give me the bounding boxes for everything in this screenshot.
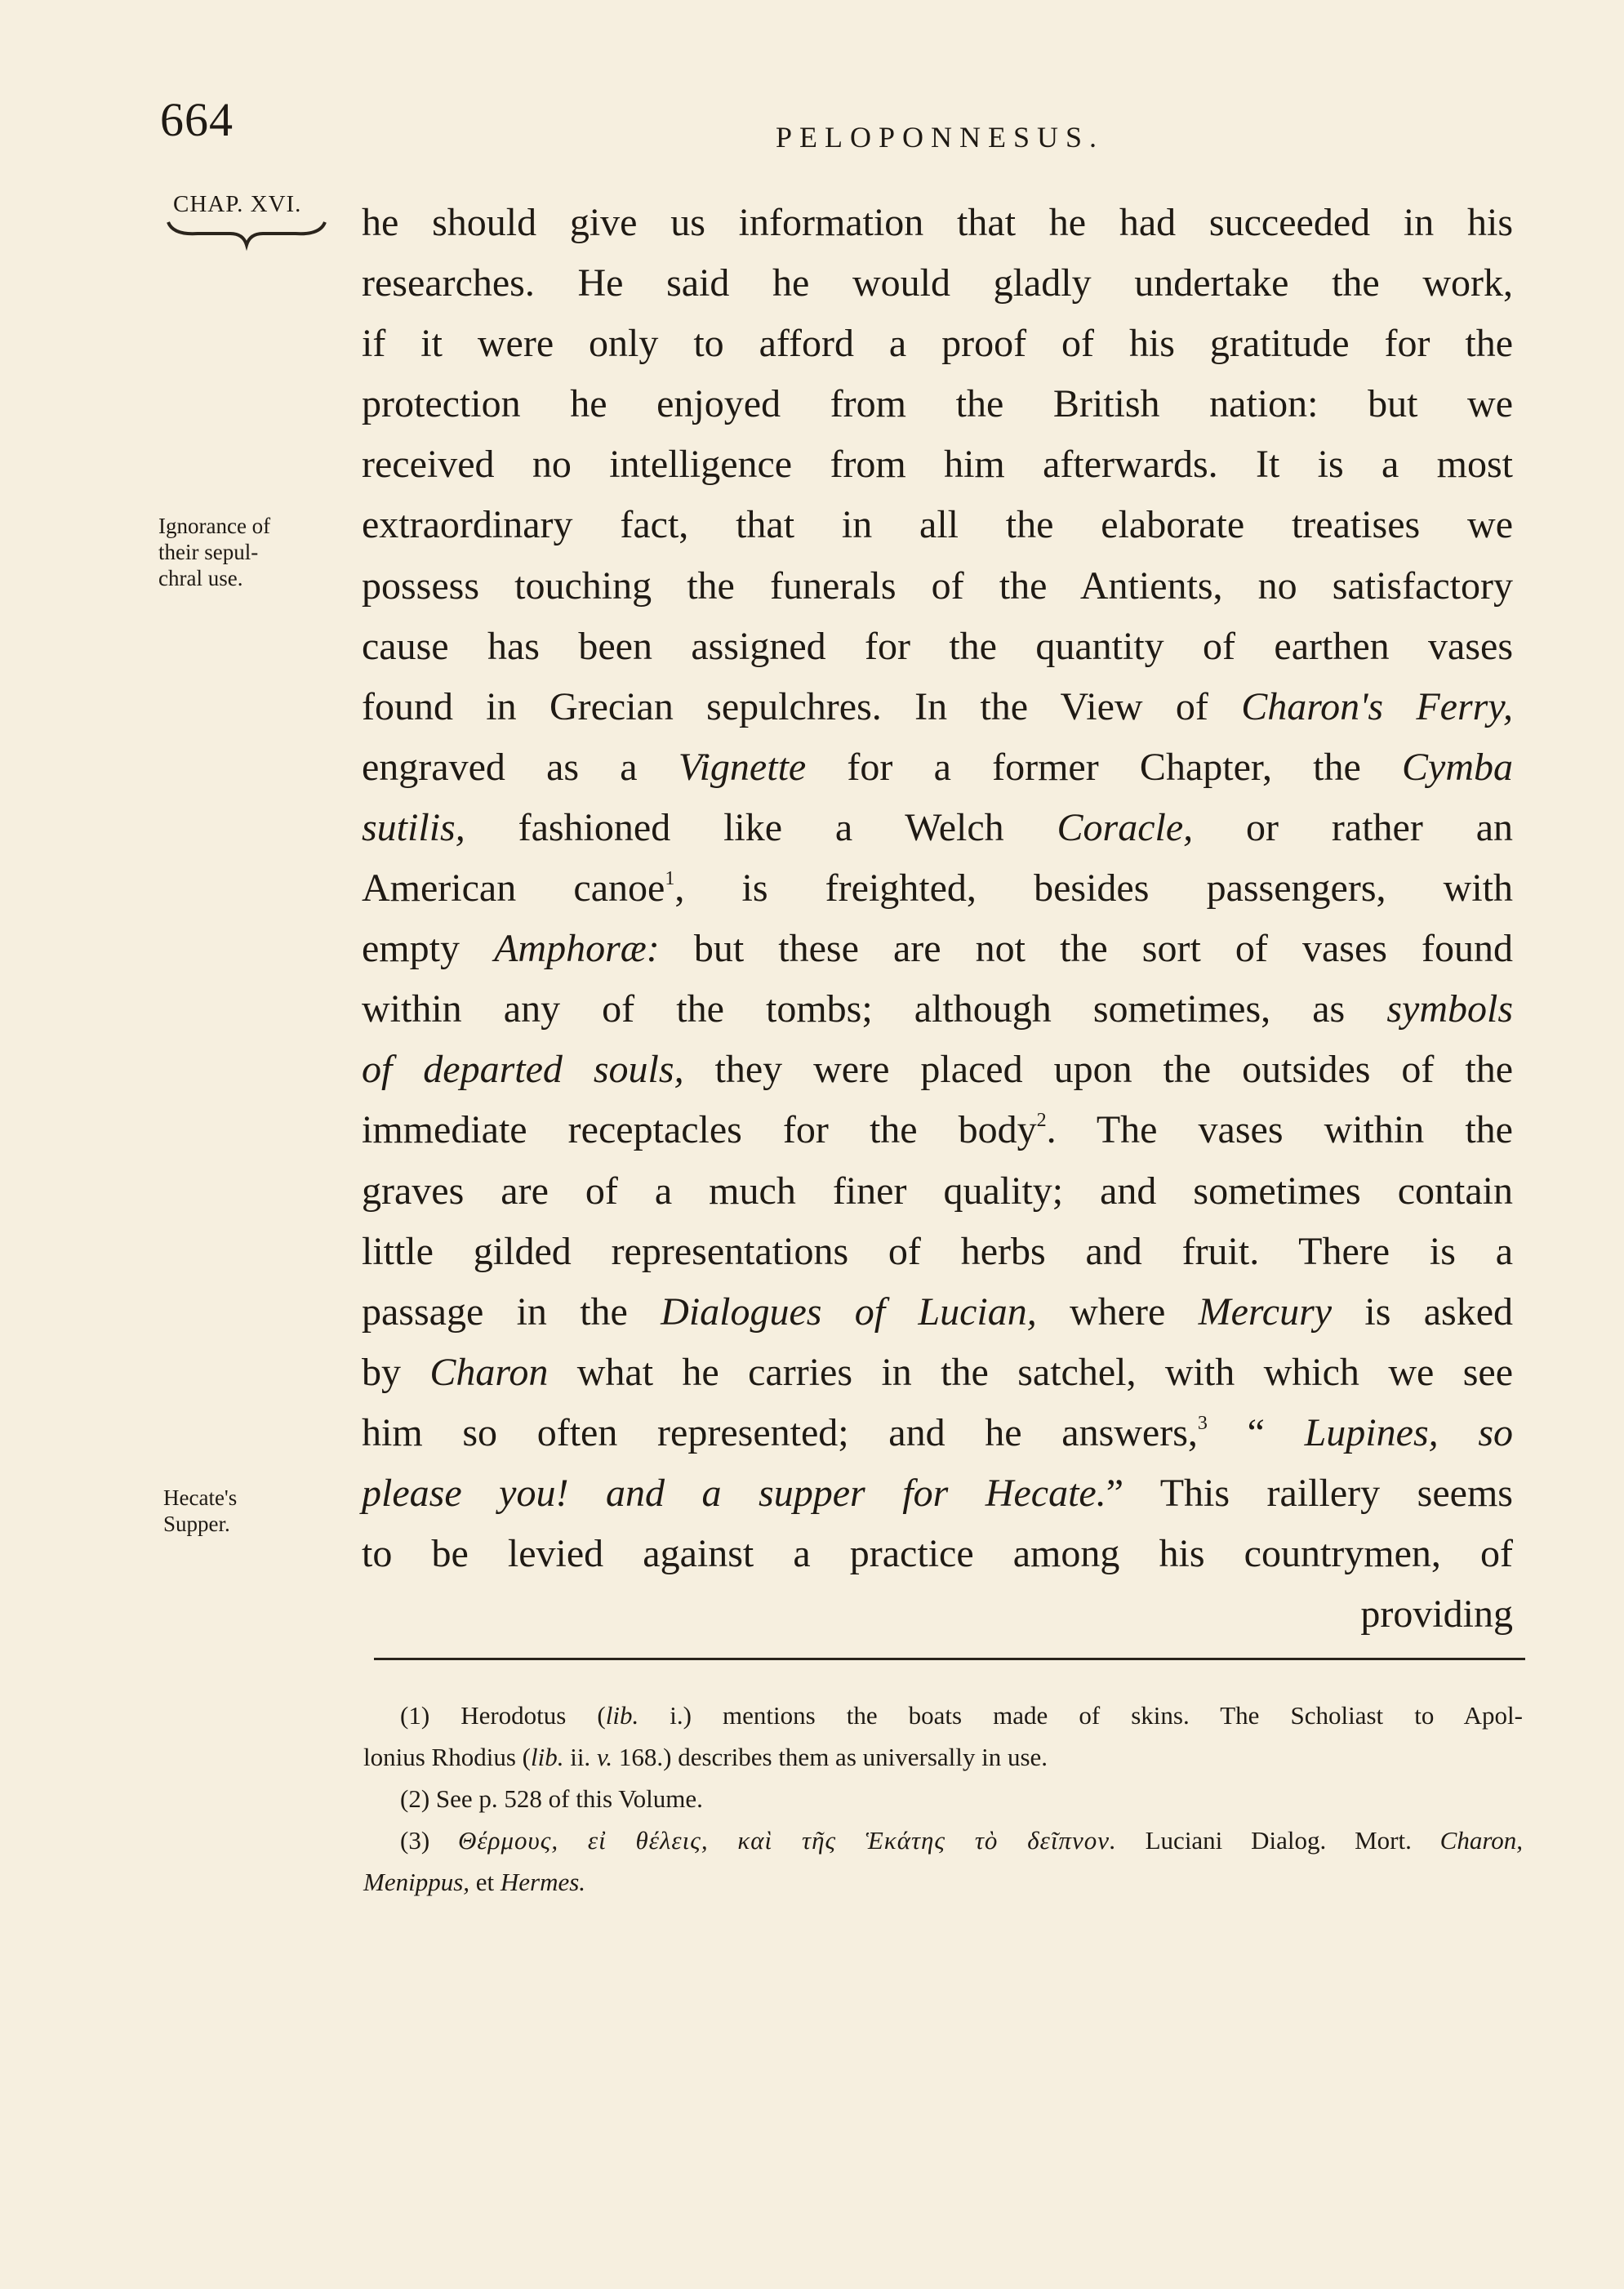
chapter-label: CHAP. XVI. (173, 191, 302, 217)
text-run: is asked (1332, 1289, 1513, 1334)
text-run: American canoe (362, 866, 665, 911)
footnote-3-line (363, 1861, 1523, 1903)
text-run: ” This raillery seems (1106, 1471, 1513, 1515)
italic-run: lib. (605, 1701, 639, 1730)
italic-run: Menippus, (363, 1868, 470, 1896)
footnote-ref: 1 (665, 868, 675, 890)
margin-note-line: Hecate's (163, 1485, 238, 1510)
greek-quote: Θέρμους, εἰ θέλεις, καὶ τῆς Ἑκάτης τὸ δεῖπνον. (457, 1826, 1117, 1855)
text-line: to be levied against a practice among his countrymen, of (362, 1532, 1513, 1576)
text-line (362, 1403, 1513, 1463)
italic-run: Cymba (1402, 745, 1513, 789)
text-run: empty (362, 927, 495, 971)
italic-run: Charon, (1439, 1826, 1523, 1855)
italic-run: v. (596, 1743, 613, 1771)
italic-run: of departed souls, (362, 1048, 684, 1092)
italic-run: lib. (530, 1743, 564, 1771)
catchword: providing (1360, 1592, 1513, 1637)
italic-run: Charon's Ferry, (1241, 684, 1514, 728)
text-line: little gilded representations of herbs and fruit. There is a (362, 1229, 1513, 1273)
text-run: what he carries in the satchel, with which we see (548, 1350, 1513, 1394)
running-head: PELOPONNESUS. (776, 121, 1105, 154)
text-line (362, 1343, 1513, 1403)
text-run: found in Grecian sepulchres. In the View of (362, 684, 1242, 728)
margin-note-ignorance (158, 513, 334, 591)
text-run: or rather an (1193, 805, 1514, 849)
text-run: , is freighted, besides passengers, with (674, 866, 1514, 911)
text-line: protection he enjoyed from the British nation: but we (362, 382, 1513, 426)
text-run: passage in the (362, 1289, 661, 1334)
text-run: Luciani Dialog. Mort. (1116, 1826, 1440, 1855)
text-run: 168.) describes them as universally in use. (612, 1743, 1048, 1771)
body-text (362, 193, 1513, 1645)
italic-run: Charon (429, 1350, 549, 1394)
text-run: for a former Chapter, the (806, 745, 1403, 789)
margin-note-line: Supper. (163, 1512, 230, 1536)
chapter-brace-ornament (165, 219, 328, 252)
italic-run: sutilis, (362, 805, 465, 849)
margin-note-line: Ignorance of (158, 514, 271, 538)
text-run: but these are not the sort of vases found (659, 927, 1514, 971)
text-run: they were placed upon the outsides of the (683, 1048, 1514, 1092)
footnote-1-line (363, 1694, 1523, 1736)
text-run: (3) (400, 1826, 458, 1855)
text-run: (1) Herodotus ( (400, 1701, 606, 1730)
footnote-divider (374, 1658, 1525, 1660)
text-run: where (1036, 1289, 1199, 1334)
text-line (362, 979, 1513, 1040)
text-line: he should give us information that he had succeeded in his (362, 201, 1513, 244)
italic-run: Mercury (1198, 1289, 1333, 1334)
text-run: . The vases within the (1046, 1108, 1513, 1152)
text-line (362, 1463, 1513, 1524)
footnote-ref: 2 (1036, 1110, 1047, 1132)
footnotes (363, 1694, 1523, 1903)
margin-note-hecate (163, 1485, 339, 1537)
page-number: 664 (160, 93, 234, 146)
text-run: within any of the tombs; although sometimes, as (362, 987, 1387, 1031)
text-run: by (362, 1350, 430, 1394)
text-run: “ (1207, 1410, 1305, 1454)
italic-run: Amphoræ: (494, 927, 660, 971)
text-line (362, 858, 1513, 919)
text-line: cause has been assigned for the quantity of earthen vases (362, 624, 1513, 668)
italic-run: Lupines, so (1304, 1410, 1513, 1454)
footnote-3-line (363, 1819, 1523, 1861)
text-line (362, 677, 1513, 737)
text-line: possess touching the funerals of the Antients, no satisfactory (362, 563, 1513, 608)
italic-run: symbols (1386, 987, 1513, 1031)
text-run: lonius Rhodius ( (363, 1743, 531, 1771)
italic-run: Dialogues of Lucian, (661, 1289, 1037, 1334)
text-run: et (469, 1868, 501, 1896)
italic-run: Coracle, (1057, 805, 1194, 849)
footnote-1-line (363, 1736, 1523, 1778)
margin-note-line: their sepul- (158, 540, 259, 564)
text-line: if it were only to afford a proof of his gratitude for the (362, 322, 1513, 366)
text-line (362, 798, 1513, 858)
text-run: i.) mentions the boats made of skins. The Scholiast to Apol- (638, 1701, 1523, 1730)
text-run: ii. (563, 1743, 597, 1771)
text-line: received no intelligence from him afterwards. It is a most (362, 443, 1513, 487)
italic-run: Hermes. (500, 1868, 586, 1896)
text-line (362, 1282, 1513, 1343)
text-line: extraordinary fact, that in all the elaborate treatises we (362, 503, 1513, 547)
text-run: engraved as a (362, 745, 679, 789)
text-line: graves are of a much finer quality; and sometimes contain (362, 1169, 1513, 1213)
text-line (362, 1040, 1513, 1100)
text-line (362, 737, 1513, 798)
text-line: researches. He said he would gladly undertake the work, (362, 261, 1513, 305)
text-line (362, 919, 1513, 979)
italic-run: Vignette (678, 745, 807, 789)
italic-run: please you! and a supper for Hecate. (362, 1471, 1106, 1515)
footnote-2: (2) See p. 528 of this Volume. (400, 1784, 703, 1813)
text-run: him so often represented; and he answers, (362, 1410, 1198, 1454)
text-run: immediate receptacles for the body (362, 1108, 1037, 1152)
margin-note-line: chral use. (158, 566, 243, 590)
text-line (362, 1100, 1513, 1160)
footnote-ref: 3 (1197, 1412, 1208, 1434)
text-run: fashioned like a Welch (465, 805, 1057, 849)
